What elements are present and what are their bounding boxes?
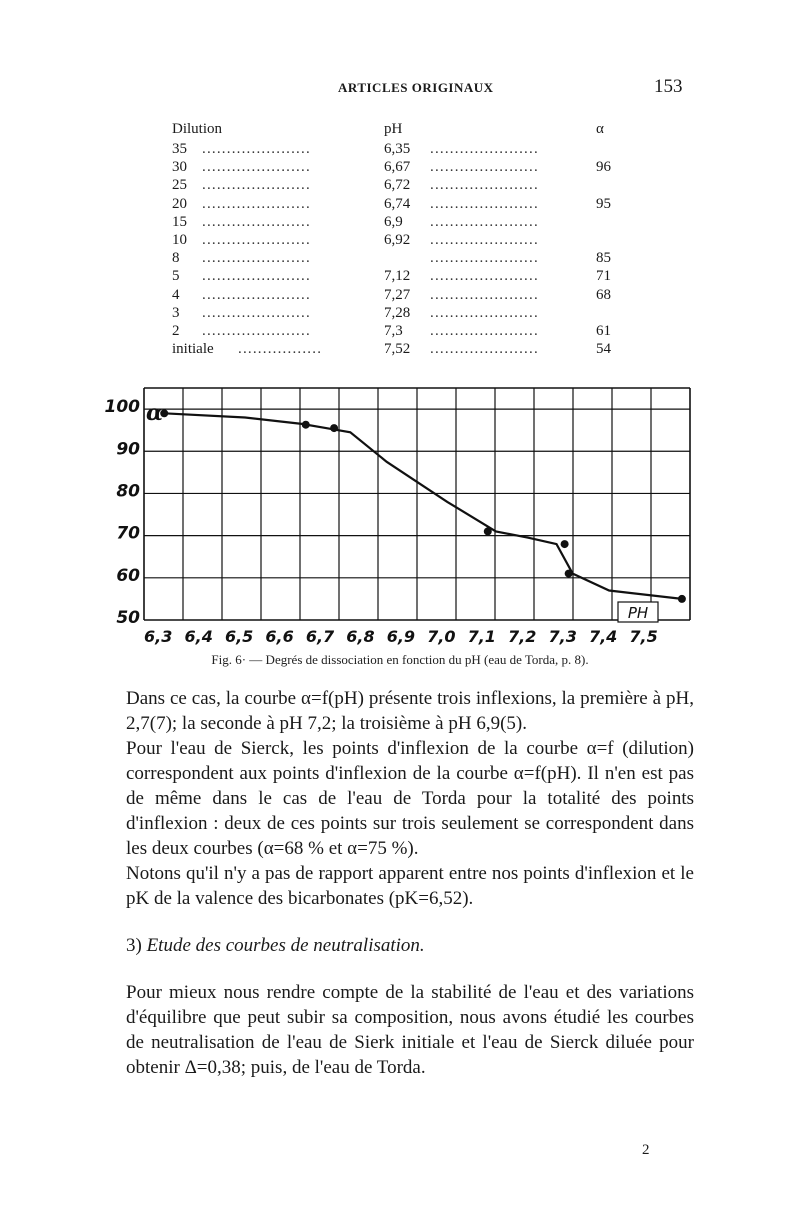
ph-value: 7,28 xyxy=(384,304,411,321)
ph-value: 6,74 xyxy=(384,195,411,212)
dilution-table xyxy=(172,120,622,358)
data-point xyxy=(678,595,686,603)
table-row xyxy=(172,267,622,285)
data-point xyxy=(565,570,573,578)
page-number: 153 xyxy=(654,76,683,97)
x-tick-label: 6,6 xyxy=(265,627,294,646)
x-axis-label: PH xyxy=(627,604,649,622)
paragraph-3: Notons qu'il n'y a pas de rapport apparent entre nos points d'inflexion et le pK de la valence des bicarbonates (pK=6,52). xyxy=(126,863,694,909)
alpha-value: 95 xyxy=(596,195,611,212)
dot-leader: ...................... xyxy=(430,304,539,321)
alpha-value: 61 xyxy=(596,322,611,339)
dilution-value: 25 xyxy=(172,177,187,194)
table-row xyxy=(172,249,622,267)
alpha-value: 54 xyxy=(596,341,611,358)
y-tick-label: 60 xyxy=(116,565,140,586)
x-tick-label: 6,9 xyxy=(386,627,416,646)
dilution-value: 20 xyxy=(172,195,187,212)
header-dilution: Dilution xyxy=(172,121,223,137)
x-tick-label: 6,4 xyxy=(184,627,213,646)
dot-leader: ...................... xyxy=(202,195,311,212)
body-text xyxy=(126,686,694,1080)
dilution-value: 8 xyxy=(172,250,180,267)
data-point xyxy=(330,424,338,432)
y-tick-label: 80 xyxy=(116,481,140,502)
x-tick-label: 7,5 xyxy=(629,627,658,646)
alpha-value: 85 xyxy=(596,250,611,267)
y-axis-label: α xyxy=(146,400,163,426)
dot-leader: ...................... xyxy=(202,250,311,267)
dilution-value: 35 xyxy=(172,141,187,157)
dot-leader: ...................... xyxy=(430,177,539,194)
paragraph-2: Pour l'eau de Sierck, les points d'inflexion de la courbe α=f (dilution) correspondent aux points d'inflexion de la courbe α=f(pH). Il n'en est pas de même dans le cas de l'eau de Torda pour la totalité des points d'inflexion : deux de ces points sur trois seulement se correspondent dans les deux courbes (α=68 % et α=75 %). xyxy=(126,738,694,859)
alpha-value: 71 xyxy=(596,268,611,285)
dissociation-chart xyxy=(90,382,700,652)
dilution-value: 5 xyxy=(172,268,180,285)
dilution-value: 30 xyxy=(172,159,187,176)
x-tick-label: 6,3 xyxy=(144,627,173,646)
dot-leader: ...................... xyxy=(430,341,539,358)
dilution-value: 4 xyxy=(172,286,180,303)
dot-leader: ...................... xyxy=(430,195,539,212)
table-row xyxy=(172,213,622,231)
dot-leader: ...................... xyxy=(202,231,311,248)
figure-caption: Fig. 6· — Degrés de dissociation en fonction du pH (eau de Torda, p. 8). xyxy=(211,652,589,667)
paragraph-1: Dans ce cas, la courbe α=f(pH) présente trois inflexions, la première à pH, 2,7(7); la seconde à pH 7,2; la troisième à pH 6,9(5). xyxy=(126,688,694,734)
table-row xyxy=(172,286,622,304)
dot-leader: ...................... xyxy=(202,268,311,285)
dot-leader: ................. xyxy=(238,341,323,358)
table-row xyxy=(172,340,622,358)
dilution-value: 10 xyxy=(172,231,187,248)
y-tick-label: 70 xyxy=(116,523,140,544)
alpha-value: 96 xyxy=(596,159,611,176)
dot-leader: ...................... xyxy=(430,250,539,267)
dot-leader: ...................... xyxy=(202,304,311,321)
dilution-value: initiale xyxy=(172,341,214,358)
dot-leader: ...................... xyxy=(202,213,311,230)
section-title: Etude des courbes de neutralisation. xyxy=(146,935,425,956)
page-header xyxy=(0,78,800,102)
x-tick-label: 6,5 xyxy=(224,627,254,646)
dot-leader: ...................... xyxy=(430,268,539,285)
section-heading xyxy=(126,933,694,958)
section-number: 3) xyxy=(126,935,142,956)
ph-value: 6,92 xyxy=(384,231,411,248)
dot-leader: ...................... xyxy=(430,213,539,230)
ph-value: 7,12 xyxy=(384,268,411,285)
y-tick-label: 50 xyxy=(116,608,140,628)
dot-leader: ...................... xyxy=(202,322,311,339)
running-head: ARTICLES ORIGINAUX xyxy=(338,80,494,95)
y-tick-label: 90 xyxy=(116,439,140,460)
dot-leader: ...................... xyxy=(430,141,539,157)
dot-leader: ...................... xyxy=(430,231,539,248)
data-point xyxy=(561,540,569,548)
table-row xyxy=(172,158,622,176)
ph-value: 7,52 xyxy=(384,341,411,358)
y-tick-label: 100 xyxy=(104,397,140,418)
x-tick-label: 7,2 xyxy=(508,627,537,646)
ph-value: 6,35 xyxy=(384,141,411,157)
footer-number: 2 xyxy=(642,1142,650,1158)
paragraph-4: Pour mieux nous rendre compte de la stabilité de l'eau et des variations d'équilibre que peut subir sa composition, nous avons étudié les courbes de neutralisation de l'eau de Sierk initiale et l'eau de Sierck diluée pour obtenir Δ=0,38; puis, de l'eau de Torda. xyxy=(126,982,694,1078)
table-row xyxy=(172,231,622,249)
dot-leader: ...................... xyxy=(430,322,539,339)
dot-leader: ...................... xyxy=(202,141,311,157)
x-tick-label: 7,4 xyxy=(588,627,618,646)
dot-leader: ...................... xyxy=(430,159,539,176)
table-row xyxy=(172,195,622,213)
table-row xyxy=(172,176,622,194)
table-row xyxy=(172,304,622,322)
dilution-value: 2 xyxy=(172,322,180,339)
x-tick-label: 6,8 xyxy=(346,627,375,646)
dilution-value: 15 xyxy=(172,213,187,230)
dot-leader: ...................... xyxy=(202,286,311,303)
alpha-value: 68 xyxy=(596,286,611,303)
ph-value: 6,72 xyxy=(384,177,411,194)
ph-value: 7,27 xyxy=(384,286,411,303)
table-row xyxy=(172,322,622,340)
dot-leader: ...................... xyxy=(430,286,539,303)
x-tick-label: 7,0 xyxy=(427,627,456,646)
ph-value: 6,67 xyxy=(384,159,411,176)
x-tick-label: 7,1 xyxy=(467,627,496,646)
curve-line xyxy=(164,413,682,599)
table-row xyxy=(172,140,622,158)
header-ph: pH xyxy=(384,121,403,137)
header-alpha: α xyxy=(596,121,604,137)
dilution-value: 3 xyxy=(172,304,180,321)
dot-leader: ...................... xyxy=(202,177,311,194)
data-point xyxy=(302,421,310,429)
ph-value: 6,9 xyxy=(384,213,403,230)
x-tick-label: 6,7 xyxy=(305,627,335,646)
dot-leader: ...................... xyxy=(202,159,311,176)
x-tick-label: 7,3 xyxy=(548,627,577,646)
ph-value: 7,3 xyxy=(384,322,403,339)
table-header-row xyxy=(172,120,622,140)
data-point xyxy=(484,527,492,535)
